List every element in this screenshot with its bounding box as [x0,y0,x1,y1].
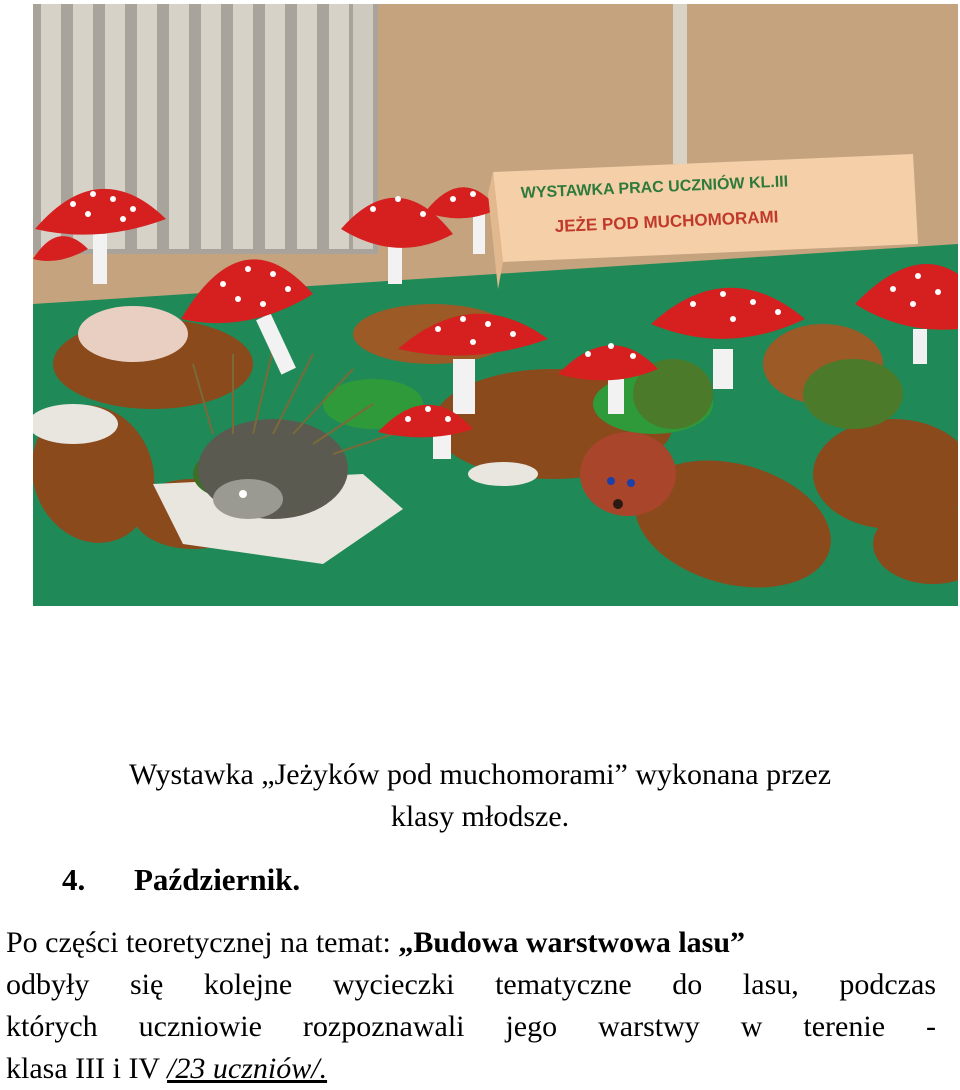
paragraph-line1-text: Po części teoretycznej na temat: [6,926,399,959]
paragraph-line4 [6,1048,936,1090]
paragraph-line2: odbyły się kolejne wycieczki tematyczne do lasu, podczas [6,968,936,1001]
topic-title: „Budowa warstwowa lasu” [398,926,746,959]
sign-text-bottom: JEŻE POD MUCHOMORAMI [554,207,779,236]
photo-caption-line2: klasy młodsze. [390,800,570,833]
exhibition-photo [33,4,958,606]
paragraph-line4-text: klasa III i IV [6,1052,168,1085]
section-heading [62,860,300,900]
section-number: 4. [62,862,86,897]
photo-caption-line1: Wystawka „Jeżyków pod muchomorami” wykonana przez [128,758,832,791]
wall-pipe [673,4,687,164]
section-title: Październik. [134,862,301,897]
student-count: /23 uczniów/. [167,1052,328,1085]
paragraph-line1 [6,922,936,964]
hedgehog-brown [580,432,676,516]
hedgehog-pink [78,306,188,362]
sign-text-top: WYSTAWKA PRAC UCZNIÓW KL.III [520,173,789,202]
paragraph-line3: których uczniowie rozpoznawali jego warstwy w terenie - [6,1010,936,1043]
body-paragraph [6,922,936,1090]
